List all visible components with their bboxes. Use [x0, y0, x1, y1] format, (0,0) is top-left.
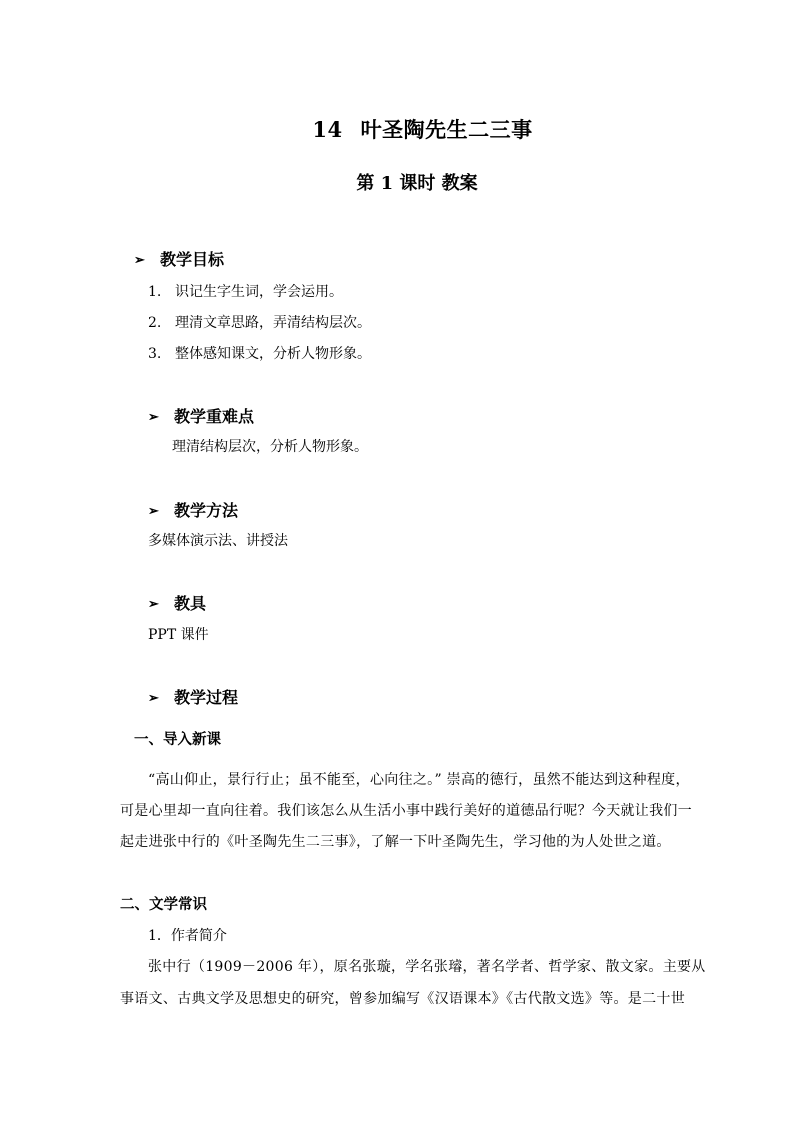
title-number: 14: [312, 117, 343, 142]
methods-text: 多媒体演示法、讲授法: [148, 533, 288, 549]
author-line: 张中行（1909－2006 年），原名张璇，学名张璿，著名学者、哲学家、散文家。主要从: [148, 959, 706, 975]
section-heading-methods: ➢ 教学方法: [148, 501, 239, 520]
goal-item: 2. 理清文章思路，弄清结构层次。: [148, 315, 371, 331]
document-subtitle: 第 1 课时 教案: [356, 173, 478, 194]
arrow-bullet-icon: ➢: [148, 504, 159, 519]
author-line: 事语文、古典文学及思想史的研究，曾参加编写《汉语课本》《古代散文选》等。是二十世: [120, 991, 685, 1007]
key-points-text: 理清结构层次，分析人物形象。: [172, 439, 368, 455]
goal-item: 3. 整体感知课文，分析人物形象。: [148, 346, 371, 362]
document-title: [0, 114, 793, 144]
title-text: 叶圣陶先生二三事: [360, 117, 533, 142]
arrow-bullet-icon: ➢: [148, 597, 159, 612]
intro-line: 起走进张中行的《叶圣陶先生二三事》，了解一下叶圣陶先生，学习他的为人处世之道。: [120, 834, 671, 850]
section-heading-goals: ➢ 教学目标: [134, 250, 225, 269]
section-heading-key-points: ➢ 教学重难点: [148, 407, 255, 426]
subsection-heading-intro: 一、导入新课: [134, 731, 221, 748]
arrow-bullet-icon: ➢: [148, 410, 159, 425]
section-heading-tools: ➢ 教具: [148, 594, 207, 613]
goal-item: 1. 识记生字生词，学会运用。: [148, 284, 343, 300]
arrow-bullet-icon: ➢: [134, 253, 145, 268]
subsection-heading-literature: 二、文学常识: [120, 896, 207, 913]
author-intro-label: 1．作者简介: [148, 928, 227, 944]
intro-line: “高山仰止，景行行止；虽不能至，心向往之。” 崇高的德行，虽然不能达到这种程度，: [148, 772, 690, 788]
arrow-bullet-icon: ➢: [148, 691, 159, 706]
section-heading-process: ➢ 教学过程: [148, 688, 239, 707]
tools-text: PPT 课件: [148, 627, 209, 643]
intro-line: 可是心里却一直向往着。我们该怎么从生活小事中践行美好的道德品行呢？今天就让我们一: [120, 803, 692, 819]
